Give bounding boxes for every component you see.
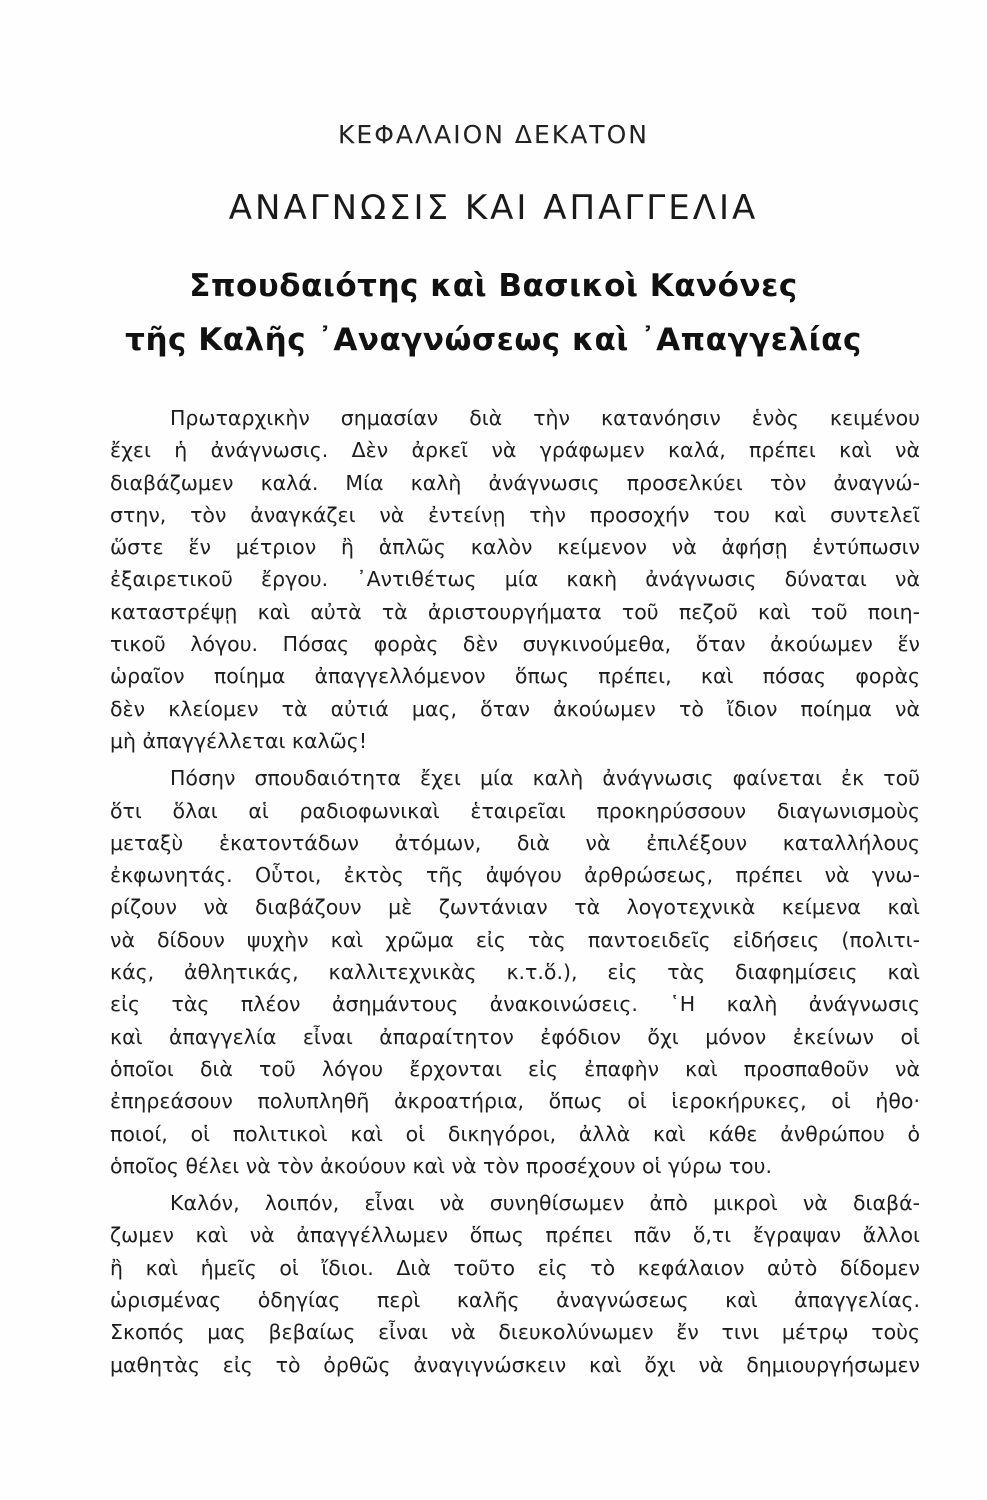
body-text [110, 402, 920, 1381]
text-line: ὥστε ἕν μέτριον ἢ ἁπλῶς καλὸν κείμενον νὰ ἀφήσῃ ἐντύπωσιν [110, 535, 920, 560]
text-line: ὁποῖοι διὰ τοῦ λόγου ἔρχονται εἰς ἐπαφὴν καὶ προσπαθοῦν νὰ [110, 1056, 920, 1081]
text-line: ὅτι ὅλαι αἱ ραδιοφωνικαὶ ἑταιρεῖαι προκηρύσσουν διαγωνισμοὺς [110, 798, 920, 823]
paragraph-1 [110, 402, 920, 757]
text-line: μαθητὰς εἰς τὸ ὀρθῶς ἀναγιγνώσκειν καὶ ὄχι νὰ δημιουργήσωμεν [110, 1352, 920, 1377]
text-line: Σκοπός μας βεβαίως εἶναι νὰ διευκολύνωμεν ἔν τινι μέτρῳ τοὺς [110, 1320, 920, 1345]
text-line: στην, τὸν ἀναγκάζει νὰ ἐντείνῃ τὴν προσοχήν του καὶ συντελεῖ [110, 502, 920, 527]
text-line: μεταξὺ ἑκατοντάδων ἀτόμων, διὰ νὰ ἐπιλέξουν καταλλήλους [110, 830, 920, 855]
chapter-heading: ΚΕΦΑΛΑΙΟΝ ΔΕΚΑΤΟΝ [338, 120, 649, 149]
text-line: τικοῦ λόγου. Πόσας φορὰς δὲν συγκινούμεθα, ὅταν ἀκούωμεν ἕν [110, 632, 920, 657]
text-line: καταστρέψῃ καὶ αὐτὰ τὰ ἀριστουργήματα τοῦ πεζοῦ καὶ τοῦ ποιη- [110, 599, 920, 624]
chapter-title: ΑΝΑΓΝΩΣΙΣ ΚΑΙ ΑΠΑΓΓΕΛΙΑ [228, 188, 759, 228]
text-line: ὁποῖος θέλει νὰ τὸν ἀκούουν καὶ νὰ τὸν προσέχουν οἱ γύρω του. [110, 1153, 772, 1178]
text-line: μὴ ἀπαγγέλλεται καλῶς! [110, 728, 368, 753]
text-line: ὡρισμένας ὁδηγίας περὶ καλῆς ἀναγνώσεως καὶ ἀπαγγελίας. [110, 1288, 920, 1313]
text-line: νὰ δίδουν ψυχὴν καὶ χρῶμα εἰς τὰς παντοειδεῖς εἰδήσεις (πολιτι- [110, 927, 920, 952]
text-line: δὲν κλείομεν τὰ αὐτιά μας, ὅταν ἀκούωμεν τὸ ἴδιον ποίημα νὰ [110, 696, 920, 721]
text-line: ποιοί, οἱ πολιτικοὶ καὶ οἱ δικηγόροι, ἀλλὰ καὶ κάθε ἀνθρώπου ὁ [110, 1121, 920, 1146]
subtitle-line-2: τῆς Καλῆς ᾿Αναγνώσεως καὶ ᾿Απαγγελίας [125, 322, 862, 358]
text-line: Πρωταρχικὴν σημασίαν διὰ τὴν κατανόησιν ἑνὸς κειμένου [170, 406, 920, 430]
text-line: ἔχει ἡ ἀνάγνωσις. Δὲν ἀρκεῖ νὰ γράφωμεν καλά, πρέπει καὶ νὰ [110, 438, 920, 463]
text-line: διαβάζωμεν καλά. Μία καλὴ ἀνάγνωσις προσελκύει τὸν ἀναγνώ- [110, 470, 920, 495]
text-line: ἢ καὶ ἡμεῖς οἱ ἴδιοι. Διὰ τοῦτο εἰς τὸ κεφάλαιον αὐτὸ δίδομεν [110, 1255, 920, 1280]
text-line: ἐκφωνητάς. Οὗτοι, ἐκτὸς τῆς ἀψόγου ἀρθρώσεως, πρέπει νὰ γνω- [110, 863, 920, 888]
text-line: Πόσην σπουδαιότητα ἔχει μία καλὴ ἀνάγνωσις φαίνεται ἐκ τοῦ [170, 766, 920, 791]
text-line: ἐπηρεάσουν πολυπληθῆ ἀκροατήρια, ὅπως οἱ ἱεροκήρυκες, οἱ ἠθο· [110, 1089, 920, 1114]
subtitle-line-1: Σπουδαιότης καὶ Βασικοὶ Κανόνες [189, 268, 798, 304]
paragraph-3 [110, 1187, 920, 1381]
text-line: εἰς τὰς πλέον ἀσημάντους ἀνακοινώσεις. ῾Η καλὴ ἀνάγνωσις [110, 992, 920, 1017]
text-line: ὡραῖον ποίημα ἀπαγγελλόμενον ὅπως πρέπει, καὶ πόσας φορὰς [110, 664, 920, 689]
text-line: Καλόν, λοιπόν, εἶναι νὰ συνηθίσωμεν ἀπὸ μικροὶ νὰ διαβά- [170, 1191, 920, 1216]
text-line: ἐξαιρετικοῦ ἔργου. ᾿Αντιθέτως μία κακὴ ἀνάγνωσις δύναται νὰ [110, 567, 920, 592]
text-line: ρίζουν νὰ διαβάζουν μὲ ζωντάνιαν τὰ λογοτεχνικὰ κείμενα καὶ [110, 895, 920, 920]
text-line: καὶ ἀπαγγελία εἶναι ἀπαραίτητον ἐφόδιον ὄχι μόνον ἐκείνων οἱ [110, 1024, 920, 1049]
paragraph-2 [110, 762, 920, 1182]
text-line: ζωμεν καὶ νὰ ἀπαγγέλλωμεν ὅπως πρέπει πᾶν ὅ,τι ἔγραψαν ἄλλοι [110, 1223, 920, 1248]
text-line: κάς, ἀθλητικάς, καλλιτεχνικὰς κ.τ.ὅ.), εἰς τὰς διαφημίσεις καὶ [110, 960, 920, 985]
